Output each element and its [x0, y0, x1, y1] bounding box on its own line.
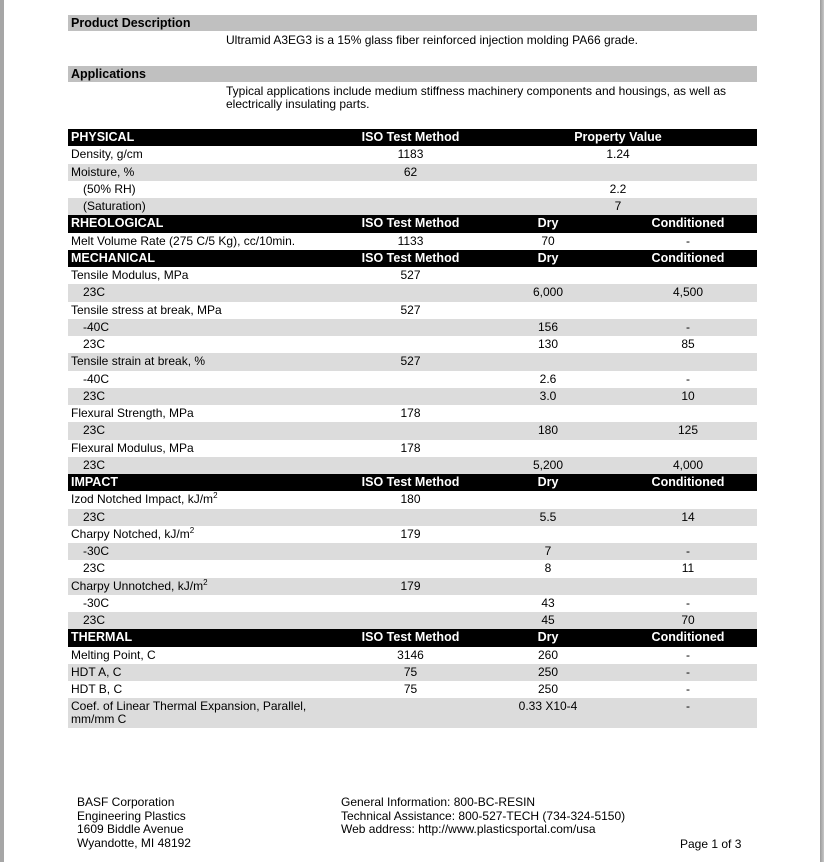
table-row	[68, 422, 757, 439]
table-row	[68, 181, 757, 198]
rheological-section-header	[68, 215, 757, 232]
conditioned-value: -	[686, 544, 690, 558]
property-name: Tensile strain at break, %	[71, 354, 206, 369]
table-row	[68, 698, 757, 728]
table-row	[68, 146, 757, 163]
property-name: (Saturation)	[83, 199, 146, 213]
iso-test-method: 178	[400, 440, 421, 455]
property-name: -40C	[83, 371, 110, 386]
dry-value: 8	[544, 561, 552, 576]
superscript: 2	[203, 577, 208, 587]
dry-column-header: Dry	[537, 250, 559, 265]
table-row	[68, 319, 757, 336]
dry-value: 180	[537, 423, 559, 438]
general-information: General Information: 800-BC-RESIN	[341, 795, 536, 809]
iso-test-method: 3146	[397, 647, 424, 662]
table-row	[68, 560, 757, 577]
superscript: 2	[189, 525, 195, 535]
dry-column-header: Dry	[537, 475, 559, 489]
table-row	[68, 440, 757, 457]
table-row	[68, 457, 757, 474]
iso-test-method: 1183	[397, 147, 424, 162]
property-name: Density, g/cm	[71, 147, 143, 162]
conditioned-value: 4,500	[672, 285, 704, 300]
property-name: 23C	[83, 337, 106, 351]
property-name: Charpy Unnotched, $kJ/m^2$	[71, 577, 208, 593]
property-value: 7	[614, 199, 622, 213]
conditioned-value: -	[686, 595, 690, 610]
iso-test-method: 75	[403, 664, 418, 679]
conditioned-column-header: Conditioned	[651, 250, 725, 265]
property-value-column-header: Property Value	[574, 130, 662, 144]
dry-value: 3.0	[539, 388, 557, 403]
conditioned-value: 4,000	[672, 457, 704, 472]
conditioned-column-header: Conditioned	[651, 216, 725, 231]
iso-test-method: 527	[400, 354, 421, 369]
property-name: HDT A, C	[71, 664, 122, 679]
dry-column-header: Dry	[537, 630, 559, 645]
conditioned-value: 11	[681, 561, 695, 576]
conditioned-value: -	[686, 664, 690, 679]
property-name: 23C	[83, 388, 106, 403]
property-name: HDT B, C	[71, 682, 123, 696]
iso-test-method: 180	[400, 492, 421, 507]
property-name: Melting Point, C	[71, 647, 156, 662]
dry-column-header: Dry	[537, 216, 559, 231]
dry-value: 0.33 X10-4	[518, 699, 578, 714]
property-value: 1.24	[606, 147, 630, 162]
conditioned-value: 85	[681, 337, 695, 351]
page-edge-right	[820, 0, 824, 862]
iso-test-method: 527	[400, 302, 421, 317]
property-name: Moisture, %	[71, 164, 135, 179]
conditioned-value: 14	[681, 509, 695, 524]
table-row	[68, 302, 757, 319]
table-row	[68, 353, 757, 370]
property-name: Melt Volume Rate (275 C/5 Kg), cc/10min.	[71, 233, 296, 248]
table-row	[68, 612, 757, 629]
table-row	[68, 647, 757, 664]
table-row	[68, 664, 757, 681]
table-row	[68, 371, 757, 388]
company-division: Engineering Plastics	[77, 808, 186, 823]
conditioned-value: 125	[677, 423, 699, 438]
dry-value: 5.5	[539, 509, 557, 524]
section-title: IMPACT	[71, 475, 118, 489]
table-row	[68, 509, 757, 526]
method-column-header: ISO Test Method	[361, 130, 460, 144]
company-name: BASF Corporation	[77, 795, 175, 809]
section-title: RHEOLOGICAL	[71, 216, 164, 231]
dry-value: 2.6	[539, 371, 557, 386]
table-row	[68, 595, 757, 612]
thermal-section-header	[68, 629, 757, 646]
property-name: 23C	[83, 285, 106, 300]
table-row	[68, 233, 757, 250]
iso-test-method: 75	[403, 682, 418, 696]
dry-value: 45	[541, 613, 555, 627]
table-row	[68, 198, 757, 215]
table-row	[68, 543, 757, 560]
method-column-header: ISO Test Method	[361, 475, 460, 489]
property-name: Coef. of Linear Thermal Expansion, Parallel, mm/mm C	[71, 699, 307, 727]
conditioned-value: -	[686, 233, 690, 248]
property-name: 23C	[83, 561, 106, 576]
iso-test-method: 62	[403, 164, 418, 179]
table-row	[68, 681, 757, 698]
product-description-text: Ultramid A3EG3 is a 15% glass fiber reinforced injection molding PA66 grade.	[226, 33, 638, 47]
section-title: PHYSICAL	[71, 130, 135, 144]
property-name: -30C	[83, 595, 110, 610]
section-title: MECHANICAL	[71, 250, 156, 265]
dry-value: 250	[537, 664, 559, 679]
page-edge-left	[0, 0, 4, 862]
conditioned-value: 70	[681, 613, 695, 627]
property-name: (50% RH)	[83, 181, 136, 196]
company-street: 1609 Biddle Avenue	[77, 822, 184, 836]
physical-section-header	[68, 129, 757, 146]
applications-text: Typical applications include medium stiffness machinery components and housings, as well as electrically insulating parts.	[226, 84, 727, 111]
property-name: Tensile stress at break, MPa	[71, 302, 222, 317]
applications-heading: Applications	[68, 66, 757, 82]
property-name: 23C	[83, 457, 106, 472]
property-name: Flexural Strength, MPa	[71, 406, 194, 420]
property-name: -30C	[83, 544, 110, 558]
technical-assistance: Technical Assistance: 800-527-TECH (734-324-5150)	[341, 808, 626, 823]
table-row	[68, 284, 757, 301]
property-name: Tensile Modulus, MPa	[71, 268, 189, 282]
dry-value: 250	[537, 682, 559, 696]
dry-value: 156	[537, 319, 559, 334]
method-column-header: ISO Test Method	[361, 630, 460, 645]
conditioned-value: -	[686, 699, 690, 714]
dry-value: 130	[537, 337, 559, 351]
dry-value: 5,200	[532, 457, 564, 472]
superscript: 2	[213, 491, 218, 501]
dry-value: 70	[541, 233, 555, 248]
conditioned-value: -	[686, 319, 690, 334]
property-name: Izod Notched Impact, $kJ/m^2$	[71, 491, 218, 507]
company-city: Wyandotte, MI 48192	[77, 835, 191, 850]
table-row	[68, 491, 757, 508]
impact-section-header	[68, 474, 757, 491]
property-name: -40C	[83, 319, 110, 334]
table-row	[68, 405, 757, 422]
conditioned-value: 10	[681, 388, 695, 403]
conditioned-column-header: Conditioned	[651, 630, 725, 645]
property-name: Flexural Modulus, MPa	[71, 440, 194, 455]
iso-test-method: 179	[400, 526, 421, 541]
iso-test-method: 178	[400, 406, 421, 420]
iso-test-method: 1133	[397, 233, 424, 248]
conditioned-value: -	[686, 682, 690, 696]
property-name: 23C	[83, 423, 106, 438]
property-name: 23C	[83, 613, 106, 627]
iso-test-method: 179	[400, 578, 421, 593]
table-row	[68, 336, 757, 353]
property-name: 23C	[83, 509, 106, 524]
iso-test-method: 527	[400, 268, 421, 282]
contact-info	[341, 796, 625, 837]
dry-value: 7	[544, 544, 552, 558]
dry-value: 43	[541, 595, 555, 610]
property-value: 2.2	[609, 181, 627, 196]
product-description-heading: Product Description	[68, 15, 757, 31]
dry-value: 6,000	[532, 285, 564, 300]
page-number: Page 1 of 3	[680, 837, 742, 851]
dry-value: 260	[537, 647, 559, 662]
table-row	[68, 164, 757, 181]
conditioned-value: -	[686, 647, 690, 662]
table-row	[68, 578, 757, 595]
conditioned-value: -	[686, 371, 690, 386]
company-address	[77, 796, 191, 850]
table-row	[68, 388, 757, 405]
properties-table	[68, 129, 757, 728]
web-address: Web address: http://www.plasticsportal.com/usa	[341, 822, 596, 836]
conditioned-column-header: Conditioned	[651, 475, 725, 489]
section-title: THERMAL	[71, 630, 133, 645]
mechanical-section-header	[68, 250, 757, 267]
method-column-header: ISO Test Method	[361, 250, 460, 265]
table-row	[68, 267, 757, 284]
method-column-header: ISO Test Method	[361, 216, 460, 231]
property-name: Charpy Notched, $kJ/m^2$	[71, 525, 195, 541]
table-row	[68, 526, 757, 543]
